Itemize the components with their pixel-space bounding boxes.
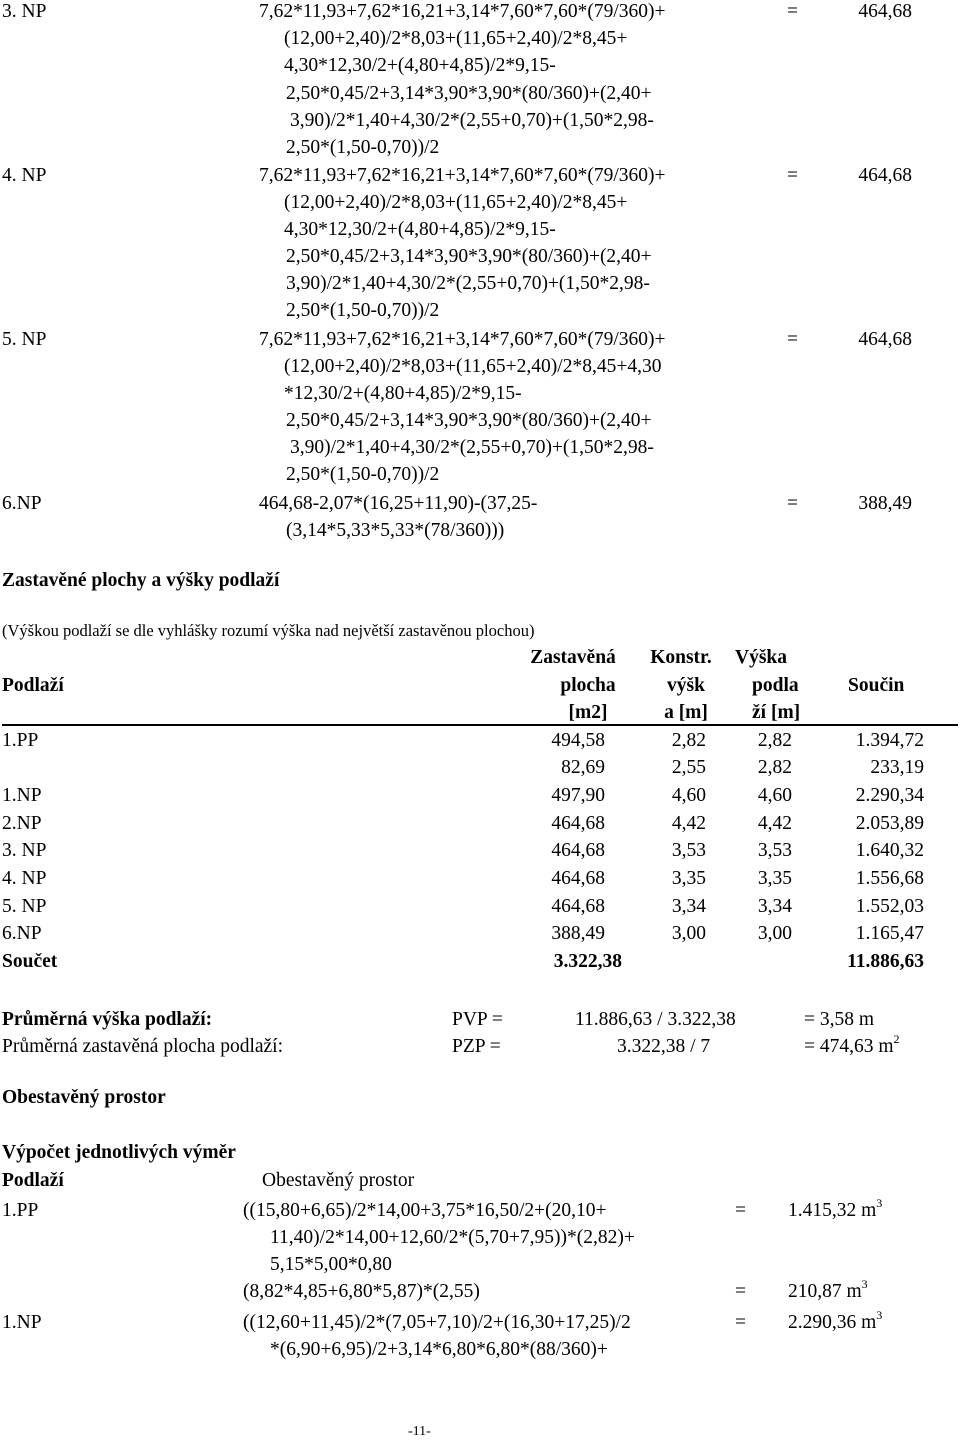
col-header-floor: Podlaží (2, 675, 64, 696)
formula-line: (3,14*5,33*5,33*(78/360))) (286, 520, 505, 541)
volume-result: 2.290,36 $m^3$ (788, 1308, 883, 1333)
cell-constr: 3,34 (671, 896, 706, 917)
formula-line: 2,50*0,45/2+3,14*3,90*3,90*(80/360)+(2,40+ (286, 246, 652, 267)
volume-col-desc: Obestavěný prostor (262, 1170, 415, 1191)
formula-line: (12,00+2,40)/2*8,03+(11,65+2,40)/2*8,45+4,30 (284, 356, 662, 377)
unit-exponent: 3 (876, 1196, 883, 1210)
cell-height: 3,34 (757, 896, 792, 917)
col-header-constr: a [m] (664, 702, 708, 723)
total-label: Součet (2, 951, 58, 972)
col-header-product: Součin (848, 675, 905, 696)
total-area: 3.322,38 (553, 951, 622, 972)
cell-constr: 4,60 (671, 785, 706, 806)
cell-height: 4,42 (757, 813, 792, 834)
cell-product: 2.053,89 (855, 813, 924, 834)
formula-line: 4,30*12,30/2+(4,80+4,85)/2*9,15- (284, 219, 556, 240)
cell-constr: 4,42 (671, 813, 706, 834)
formula-line: 2,50*(1,50-0,70))/2 (286, 300, 440, 321)
col-header-height: Výška (735, 647, 788, 668)
col-header-constr: Konstr. (650, 647, 712, 668)
equals-sign: = (787, 493, 798, 514)
calc-heading: Výpočet jednotlivých výměr (2, 1142, 236, 1163)
volume-result: 1.415,32 $m^3$ (788, 1196, 883, 1221)
formula-line: 2,50*0,45/2+3,14*3,90*3,90*(80/360)+(2,40+ (286, 83, 652, 104)
volume-floor: 1.NP (2, 1312, 42, 1333)
cell-height: 2,82 (757, 730, 792, 751)
section-heading: Zastavěné plochy a výšky podlaží (2, 570, 280, 591)
cell-floor: 5. NP (2, 896, 47, 917)
equals-sign: = (735, 1281, 746, 1302)
volume-floor: 1.PP (2, 1200, 39, 1221)
average-calc: 3.322,38 / 7 (617, 1036, 711, 1057)
average-result: = 474,63 $m^2$ (804, 1032, 900, 1057)
cell-height: 3,35 (757, 868, 792, 889)
formula-line: 3,90)/2*1,40+4,30/2*(2,55+0,70)+(1,50*2,98- (286, 273, 650, 294)
volume-formula-line: 5,15*5,00*0,80 (270, 1254, 392, 1275)
volume-col-floor: Podlaží (2, 1170, 64, 1191)
cell-floor: 4. NP (2, 868, 47, 889)
cell-area: 494,58 (551, 730, 605, 751)
equals-sign: = (787, 329, 798, 350)
volume-result: 210,87 $m^3$ (788, 1277, 868, 1302)
unit-exponent: 2 (893, 1032, 900, 1046)
cell-product: 233,19 (870, 757, 924, 778)
equals-sign: = (787, 165, 798, 186)
cell-floor: 1.NP (2, 785, 42, 806)
calc-result: 388,49 (858, 493, 912, 514)
floor-label: 3. NP (2, 1, 47, 22)
cell-area: 464,68 (551, 896, 605, 917)
formula-line: 2,50*(1,50-0,70))/2 (286, 137, 440, 158)
average-calc: 11.886,63 / 3.322,38 (575, 1009, 736, 1030)
col-header-height: podla (752, 675, 799, 696)
equals-sign: = (735, 1312, 746, 1333)
volume-formula-line: (8,82*4,85+6,80*5,87)*(2,55) (243, 1281, 480, 1302)
col-header-area: plocha (560, 675, 616, 696)
calc-result: 464,68 (858, 1, 912, 22)
col-header-constr: výšk (667, 675, 705, 696)
volume-heading: Obestavěný prostor (2, 1087, 166, 1108)
cell-product: 1.165,47 (855, 923, 924, 944)
unit-exponent: 3 (861, 1277, 868, 1291)
cell-height: 2,82 (757, 757, 792, 778)
cell-area: 388,49 (551, 923, 605, 944)
cell-floor: 6.NP (2, 923, 42, 944)
calc-result: 464,68 (858, 329, 912, 350)
col-header-height: ží [m] (752, 702, 801, 723)
formula-line: *12,30/2+(4,80+4,85)/2*9,15- (284, 383, 522, 404)
formula-line: 7,62*11,93+7,62*16,21+3,14*7,60*7,60*(79/360)+ (259, 165, 666, 186)
cell-area: 82,69 (561, 757, 605, 778)
cell-constr: 3,35 (671, 868, 706, 889)
cell-product: 1.640,32 (855, 840, 924, 861)
cell-area: 464,68 (551, 813, 605, 834)
cell-height: 3,53 (757, 840, 792, 861)
cell-floor: 3. NP (2, 840, 47, 861)
formula-line: 3,90)/2*1,40+4,30/2*(2,55+0,70)+(1,50*2,98- (290, 437, 654, 458)
total-product: 11.886,63 (847, 951, 924, 972)
volume-formula-line: 11,40)/2*14,00+12,60/2*(5,70+7,95))*(2,82)+ (270, 1227, 635, 1248)
average-abbr: PZP = (452, 1036, 501, 1057)
formula-line: 2,50*(1,50-0,70))/2 (286, 464, 440, 485)
average-abbr: PVP = (452, 1009, 503, 1030)
average-label: Průměrná zastavěná plocha podlaží: (2, 1036, 284, 1057)
floor-label: 5. NP (2, 329, 47, 350)
cell-height: 3,00 (757, 923, 792, 944)
cell-product: 1.394,72 (855, 730, 924, 751)
col-header-area: [m2] (568, 702, 608, 723)
equals-sign: = (735, 1200, 746, 1221)
cell-constr: 3,53 (671, 840, 706, 861)
table-header-rule (2, 724, 958, 726)
cell-constr: 2,82 (671, 730, 706, 751)
volume-formula-line: ((15,80+6,65)/2*14,00+3,75*16,50/2+(20,10+ (243, 1200, 607, 1221)
cell-product: 1.556,68 (855, 868, 924, 889)
formula-line: 7,62*11,93+7,62*16,21+3,14*7,60*7,60*(79/360)+ (259, 329, 666, 350)
col-header-area: Zastavěná (530, 647, 616, 668)
calc-result: 464,68 (858, 165, 912, 186)
formula-line: 4,30*12,30/2+(4,80+4,85)/2*9,15- (284, 55, 556, 76)
equals-sign: = (787, 1, 798, 22)
cell-area: 464,68 (551, 868, 605, 889)
regulation-note: (Výškou podlaží se dle vyhlášky rozumí výška nad největší zastavěnou plochou) (2, 621, 535, 640)
cell-floor: 2.NP (2, 813, 42, 834)
unit-exponent: 3 (876, 1308, 883, 1322)
cell-height: 4,60 (757, 785, 792, 806)
cell-constr: 2,55 (671, 757, 706, 778)
page-number: -11- (408, 1424, 431, 1439)
cell-product: 2.290,34 (855, 785, 924, 806)
average-label: Průměrná výška podlaží: (2, 1009, 213, 1030)
floor-label: 4. NP (2, 165, 47, 186)
formula-line: 7,62*11,93+7,62*16,21+3,14*7,60*7,60*(79/360)+ (259, 1, 666, 22)
floor-label: 6.NP (2, 493, 42, 514)
formula-line: 3,90)/2*1,40+4,30/2*(2,55+0,70)+(1,50*2,98- (290, 110, 654, 131)
formula-line: (12,00+2,40)/2*8,03+(11,65+2,40)/2*8,45+ (284, 28, 628, 49)
formula-line: (12,00+2,40)/2*8,03+(11,65+2,40)/2*8,45+ (284, 192, 628, 213)
formula-line: 2,50*0,45/2+3,14*3,90*3,90*(80/360)+(2,40+ (286, 410, 652, 431)
cell-area: 464,68 (551, 840, 605, 861)
cell-constr: 3,00 (671, 923, 706, 944)
cell-area: 497,90 (551, 785, 605, 806)
volume-formula-line: *(6,90+6,95)/2+3,14*6,80*6,80*(88/360)+ (270, 1339, 608, 1360)
volume-formula-line: ((12,60+11,45)/2*(7,05+7,10)/2+(16,30+17,25)/2 (243, 1312, 631, 1333)
cell-product: 1.552,03 (855, 896, 924, 917)
formula-line: 464,68-2,07*(16,25+11,90)-(37,25- (259, 493, 538, 514)
average-result: = 3,58 m (804, 1009, 875, 1030)
cell-floor: 1.PP (2, 730, 39, 751)
